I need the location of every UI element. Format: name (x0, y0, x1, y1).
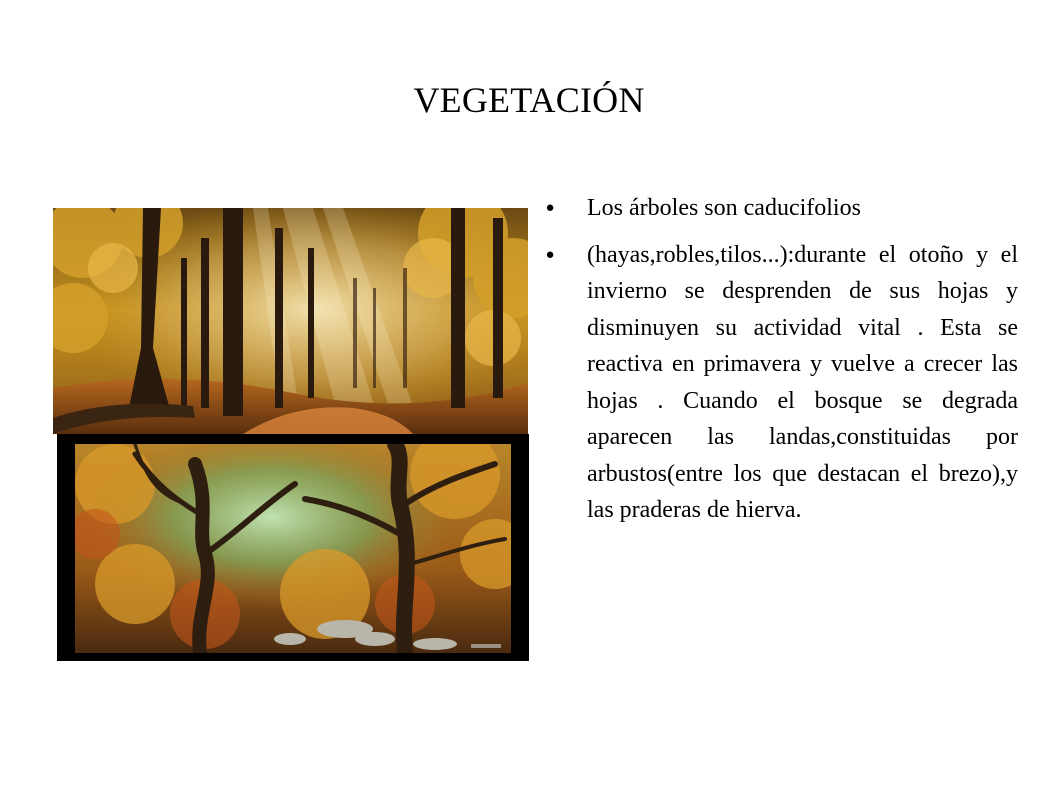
bullet-item-description (538, 237, 1018, 529)
bullet-glyph: ● (545, 200, 555, 216)
bullet-text: (hayas,robles,tilos...):durante el otoño y el invierno se desprenden de sus hojas y disminuyen su actividad vital . Esta se reactiva en primavera y vuelve a crecer las hojas . Cuando el bosque se degrada aparecen las landas,constituidas por arbustos(entre los que destacan el brezo),y las praderas de hierva. (587, 241, 1018, 523)
autumn-forest-photo-top (53, 208, 528, 434)
bullet-item-caducifolios (538, 190, 1018, 227)
bullet-list (538, 190, 1018, 539)
bullet-text: Los árboles son caducifolios (587, 195, 861, 221)
autumn-forest-photo-bottom (75, 444, 511, 653)
bullet-glyph: ● (545, 246, 555, 263)
slide-title: VEGETACIÓN (413, 80, 645, 120)
